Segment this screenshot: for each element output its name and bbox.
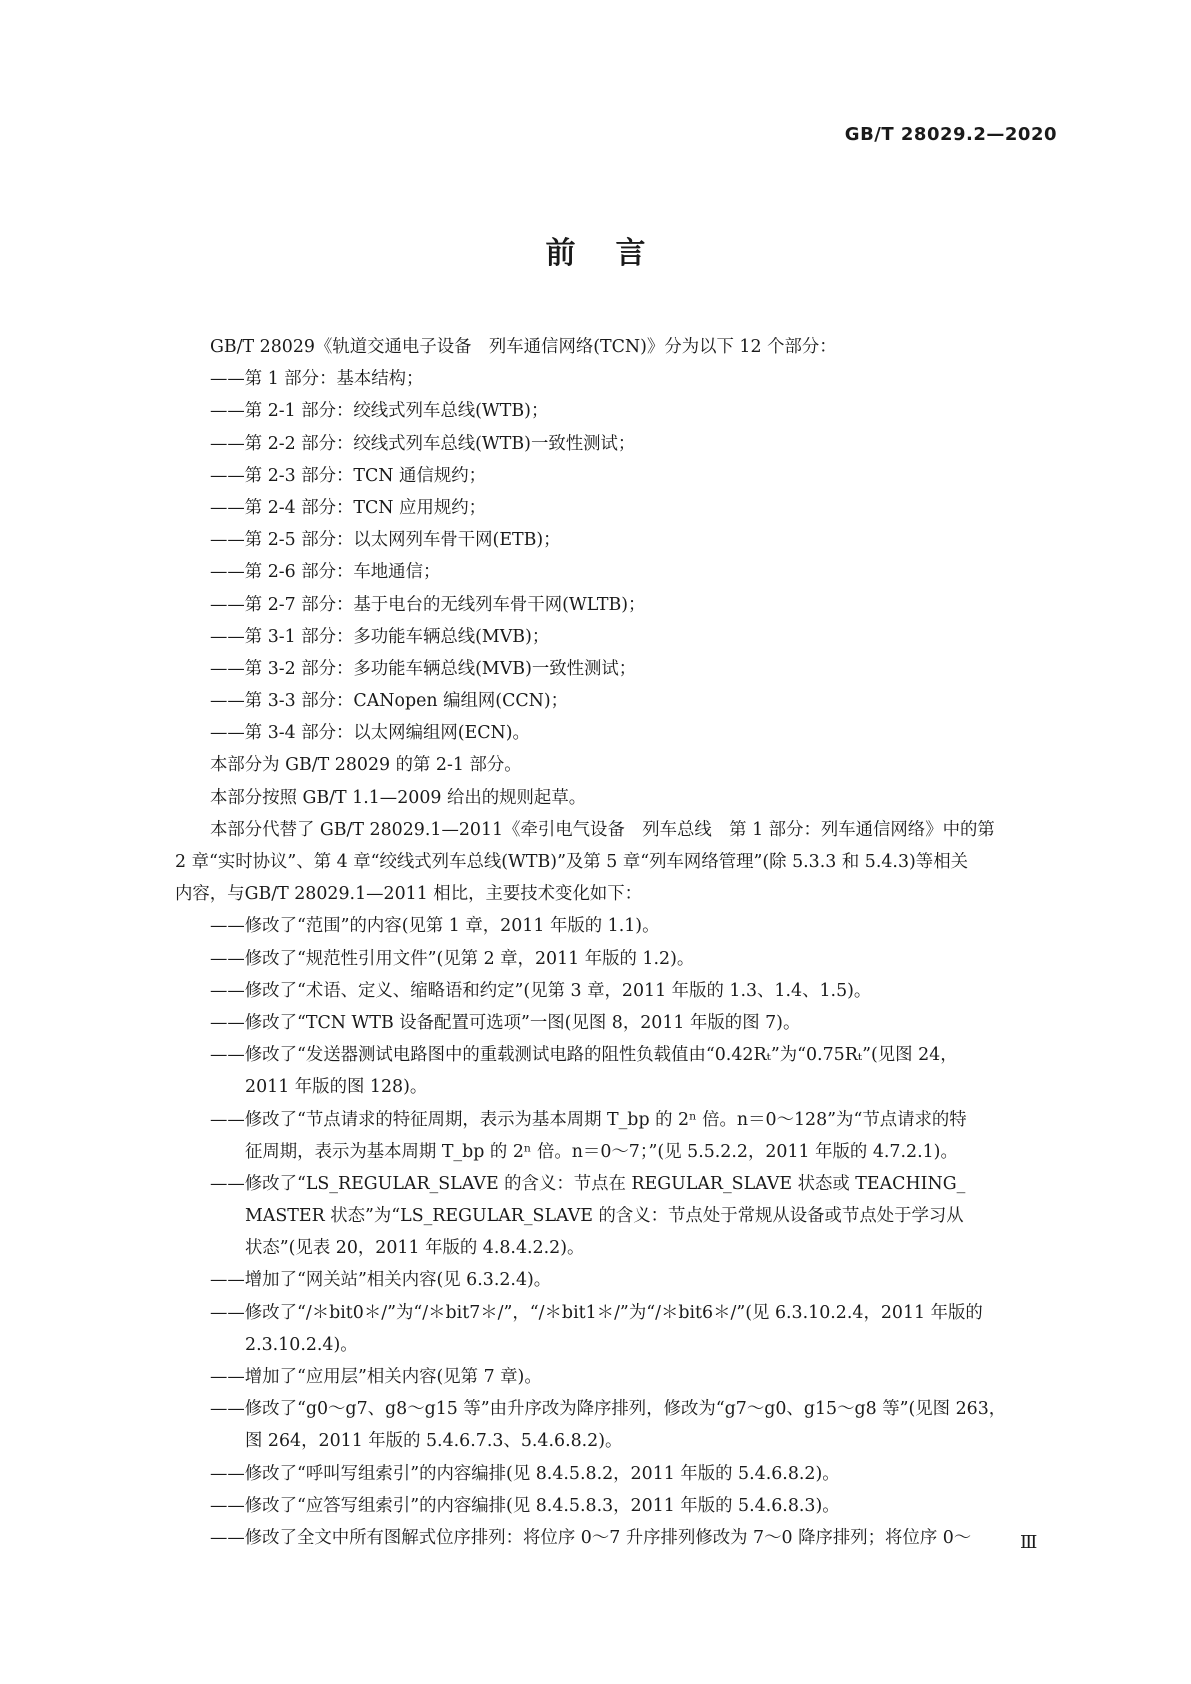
list-item: ——修改了全文中所有图解式位序排列：将位序 0～7 升序排列修改为 7～0 降序排列；将位序 0～ [210, 1527, 972, 1548]
list-item: ——修改了“/＊bit0＊/”为“/＊bit7＊/”，“/＊bit1＊/”为“/＊bit6＊/”(见 6.3.10.2.4，2011 年版的 [210, 1302, 983, 1323]
list-item-continuation: 2.3.10.2.4)。 [245, 1334, 358, 1355]
paragraph-line: 本部分按照 GB/T 1.1—2009 给出的规则起草。 [210, 787, 587, 808]
list-item: ——修改了“TCN WTB 设备配置可选项”一图(见图 8，2011 年版的图 7)。 [210, 1012, 801, 1033]
list-item: ——修改了“呼叫写组索引”的内容编排(见 8.4.5.8.2，2011 年版的 5.4.6.8.2)。 [210, 1463, 840, 1484]
list-item: ——修改了“节点请求的特征周期，表示为基本周期 T_bp 的 2ⁿ 倍。n＝0～128”为“节点请求的特 [210, 1109, 967, 1130]
paragraph-line: 本部分代替了 GB/T 28029.1—2011《牵引电气设备 列车总线 第 1 部分：列车通信网络》中的第 [210, 819, 995, 840]
list-item: ——修改了“范围”的内容(见第 1 章，2011 年版的 1.1)。 [210, 916, 660, 937]
page-title: 前言 [545, 236, 686, 271]
list-item: ——第 2-2 部分：绞线式列车总线(WTB)一致性测试； [210, 433, 636, 454]
list-item: ——第 3-2 部分：多功能车辆总线(MVB)一致性测试； [210, 658, 637, 679]
list-item: ——修改了“发送器测试电路图中的重载测试电路的阻性负载值由“0.42Rₜ”为“0.75Rₜ”(见图 24， [210, 1045, 958, 1066]
list-item: ——第 3-4 部分：以太网编组网(ECN)。 [210, 723, 530, 744]
list-item: ——修改了“应答写组索引”的内容编排(见 8.4.5.8.3，2011 年版的 5.4.6.8.3)。 [210, 1495, 840, 1516]
list-item: ——第 2-3 部分：TCN 通信规约； [210, 465, 487, 486]
list-item: ——增加了“网关站”相关内容(见 6.3.2.4)。 [210, 1270, 552, 1291]
standard-code: GB/T 28029.2—2020 [844, 124, 1057, 145]
list-item: ——第 2-7 部分：基于电台的无线列车骨干网(WLTB)； [210, 594, 646, 615]
list-item: ——修改了“LS_REGULAR_SLAVE 的含义：节点在 REGULAR_SLAVE 状态或 TEACHING_ [210, 1173, 966, 1194]
list-item: ——第 2-6 部分：车地通信； [210, 562, 441, 583]
list-item: ——第 2-4 部分：TCN 应用规约； [210, 497, 487, 518]
paragraph-line: 本部分为 GB/T 28029 的第 2-1 部分。 [210, 755, 522, 776]
list-item-continuation: 图 264，2011 年版的 5.4.6.7.3、5.4.6.8.2)。 [245, 1431, 623, 1452]
list-item: ——第 2-5 部分：以太网列车骨干网(ETB)； [210, 530, 561, 551]
list-item-continuation: 2011 年版的图 128)。 [245, 1077, 428, 1098]
page-number: Ⅲ [1020, 1532, 1038, 1553]
list-item: ——第 1 部分：基本结构； [210, 369, 424, 390]
paragraph-line: 内容，与GB/T 28029.1—2011 相比，主要技术变化如下： [175, 884, 643, 905]
list-item: ——第 3-3 部分：CANopen 编组网(CCN)； [210, 691, 569, 712]
list-item: ——第 2-1 部分：绞线式列车总线(WTB)； [210, 401, 549, 422]
list-item: ——修改了“术语、定义、缩略语和约定”(见第 3 章，2011 年版的 1.3、1.4、1.5)。 [210, 980, 872, 1001]
list-item-continuation: 征周期，表示为基本周期 T_bp 的 2ⁿ 倍。n＝0～7；”(见 5.5.2.2，2011 年版的 4.7.2.1)。 [245, 1141, 958, 1162]
list-item: ——修改了“规范性引用文件”(见第 2 章，2011 年版的 1.2)。 [210, 948, 695, 969]
paragraph-line: 2 章“实时协议”、第 4 章“绞线式列车总线(WTB)”及第 5 章“列车网络管理”(除 5.3.3 和 5.4.3)等相关 [175, 852, 968, 872]
list-item: ——增加了“应用层”相关内容(见第 7 章)。 [210, 1367, 542, 1387]
list-item-continuation: MASTER 状态”为“LS_REGULAR_SLAVE 的含义：节点处于常规从设备或节点处于学习从 [245, 1206, 964, 1227]
paragraph-line: GB/T 28029《轨道交通电子设备 列车通信网络(TCN)》分为以下 12 个部分： [210, 337, 837, 357]
foreword-body [175, 331, 1060, 1554]
list-item: ——修改了“g0～g7、g8～g15 等”由升序改为降序排列，修改为“g7～g0、g15～g8 等”(见图 263， [210, 1399, 1007, 1420]
list-item: ——第 3-1 部分：多功能车辆总线(MVB)； [210, 626, 550, 647]
list-item-continuation: 状态”(见表 20，2011 年版的 4.8.4.2.2)。 [245, 1238, 585, 1259]
